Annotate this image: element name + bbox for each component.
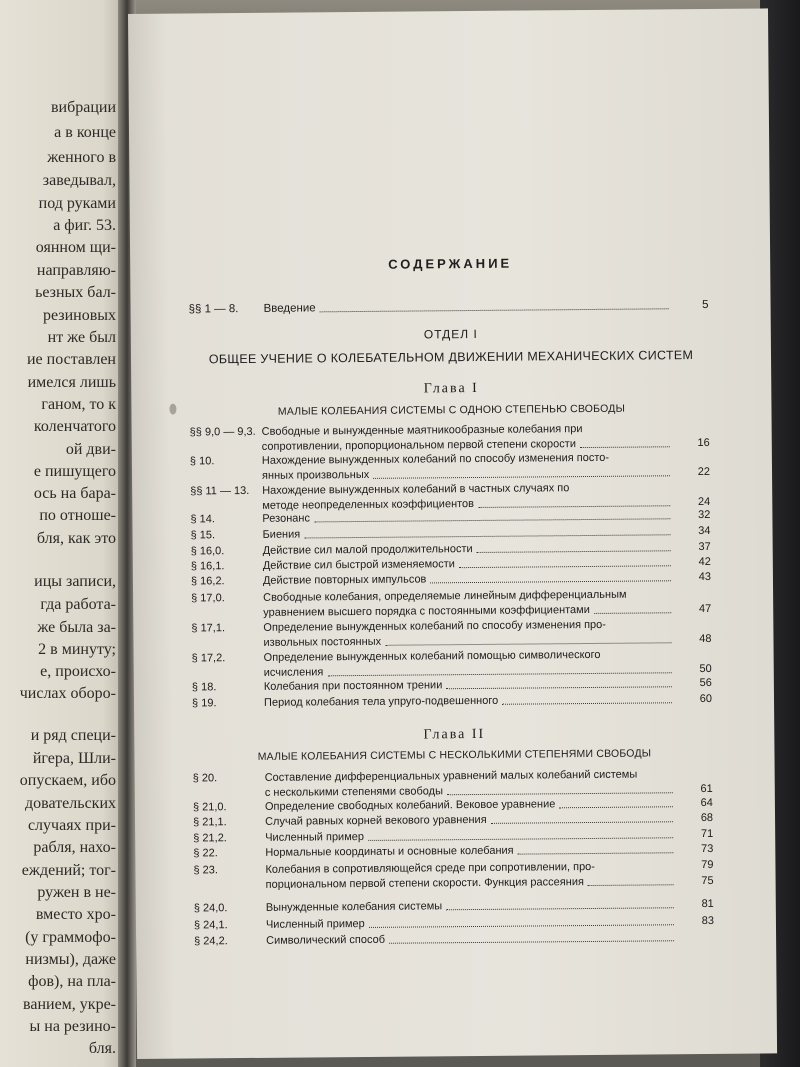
left-page-line: нт же был <box>47 329 116 346</box>
toc-entry-text: Нахождение вынужденных колебаний по способу изменения посто- <box>261 451 610 467</box>
toc-entry-text: Определение вынужденных колебаний по способу изменения про- <box>263 618 606 634</box>
left-page-line: по отноше- <box>39 507 116 524</box>
toc-entry-text: Символический способ <box>266 933 386 947</box>
left-page-line: (у граммофо- <box>25 929 116 946</box>
toc-section-number: § 24,1. <box>193 919 228 932</box>
part-title: ОБЩЕЕ УЧЕНИЕ О КОЛЕБАТЕЛЬНОМ ДВИЖЕНИИ МЕХАНИЧЕСКИХ СИСТЕМ <box>208 348 694 367</box>
left-page-line: направляю- <box>36 262 116 279</box>
left-page-line: ось на бара- <box>33 485 116 502</box>
left-page-line: имелся лишь <box>27 374 116 391</box>
toc-section-number: § 19. <box>191 697 217 710</box>
left-page-line: вибрации <box>50 99 116 116</box>
toc-section-number: § 18. <box>191 681 217 694</box>
toc-entry-text: извольных постоянных <box>263 635 382 649</box>
left-page-line: под руками <box>38 195 116 212</box>
leader-dots <box>314 518 670 522</box>
toc-entry-text: Нахождение вынужденных колебаний в частных случаях по <box>262 482 570 497</box>
left-page-line: резиновых <box>42 307 116 324</box>
toc-entry-text: Резонанс <box>262 512 311 525</box>
toc-page-number: 48 <box>699 632 712 646</box>
leader-dots <box>502 702 672 704</box>
toc-page-number: 75 <box>701 874 714 888</box>
left-page-line: гда работа- <box>40 596 116 613</box>
toc-page-number: 32 <box>698 508 711 522</box>
toc-section-number: § 21,0. <box>192 801 227 814</box>
leader-dots <box>368 837 673 841</box>
left-page-line: ганом, то к <box>41 396 116 413</box>
left-page-line: ой дви- <box>65 441 116 458</box>
left-page-line: коленчатого <box>33 418 116 435</box>
leader-dots <box>373 475 670 479</box>
left-page-line: случаях при- <box>27 817 116 834</box>
part-label: ОТДЕЛ I <box>423 326 478 342</box>
leader-dots <box>389 940 674 943</box>
leader-dots <box>320 308 669 312</box>
left-page-line: женного в <box>47 149 116 166</box>
toc-section-number: § 17,2. <box>191 652 226 665</box>
toc-page-number: 42 <box>698 555 711 569</box>
leader-dots <box>327 672 671 676</box>
toc-entry-text: Действие повторных импульсов <box>262 573 427 587</box>
toc-page-number: 71 <box>700 827 714 841</box>
left-page-line: и ряд специ- <box>30 727 116 744</box>
leader-dots <box>559 806 673 808</box>
toc-section-number: § 16,2. <box>190 575 225 588</box>
leader-dots <box>477 550 671 553</box>
left-page-line: оянном щи- <box>35 239 116 256</box>
toc-entry-text: Численный пример <box>265 917 365 931</box>
toc-page-number: 79 <box>701 858 714 872</box>
left-page-line: ванием, укре- <box>23 996 116 1013</box>
toc-section-number: §§ 1 — 8. <box>188 303 239 316</box>
toc-section-number: § 23. <box>193 864 218 877</box>
toc-entry-text: Колебания при постоянном трении <box>263 679 443 693</box>
toc-entry-text: Численный пример <box>265 830 365 844</box>
toc-section-number: § 16,0. <box>190 545 225 558</box>
left-page-line: е пишущего <box>33 463 116 480</box>
toc-page-number: 60 <box>699 692 713 706</box>
left-page-line: низмы), даже <box>25 951 116 968</box>
toc-entry-text: уравнением высшего порядка с постоянными коэффициентами <box>263 603 590 619</box>
toc-page-number: 83 <box>701 914 714 928</box>
toc-entry-text: исчисления <box>263 666 324 679</box>
chapter-title: МАЛЫЕ КОЛЕБАНИЯ СИСТЕМЫ С НЕСКОЛЬКИМИ СТЕПЕНЯМИ СВОБОДЫ <box>257 747 652 763</box>
toc-section-number: § 22. <box>193 847 218 860</box>
left-page-line: числах оборо- <box>19 685 116 702</box>
leader-dots <box>594 612 671 614</box>
chapter-label: Глава II <box>423 726 486 743</box>
toc-entry-text: Колебания в сопротивляющейся среде при сопротивлении, про- <box>265 860 595 876</box>
toc-entry-text: Нормальные координаты и основные колебания <box>265 844 514 859</box>
page-title: СОДЕРЖАНИЕ <box>388 255 513 272</box>
toc-section-number: § 21,2. <box>193 832 227 845</box>
toc-entry-text: Действие сил быстрой изменяемости <box>262 558 455 572</box>
toc-entry-text: Вынужденные колебания системы <box>265 900 443 914</box>
toc-entry <box>191 617 711 652</box>
leader-dots <box>447 792 673 795</box>
toc-page-number: 73 <box>701 842 714 856</box>
left-page-line: а фиг. 53. <box>53 217 116 234</box>
toc-entry-text: Биения <box>262 528 301 541</box>
left-page-line: ьезных бал- <box>35 284 116 301</box>
toc-page-number: 50 <box>699 662 712 676</box>
toc-entry-intro <box>189 298 709 318</box>
left-page-line: 2 в минуту; <box>38 641 116 658</box>
left-page-line: же была за- <box>37 619 116 636</box>
left-page-line: бля, как это <box>36 530 116 547</box>
toc-entry-text: Введение <box>263 302 316 315</box>
toc-entry-text: Свободные и вынужденные маятникообразные колебания при <box>261 423 583 438</box>
leader-dots <box>385 642 671 645</box>
toc-section-number: § 17,1. <box>191 622 226 635</box>
left-page-line: ружен в не- <box>37 884 116 901</box>
toc-section-number: § 21,1. <box>193 816 227 829</box>
chapter-title: МАЛЫЕ КОЛЕБАНИЯ СИСТЕМЫ С ОДНОЮ СТЕПЕНЬЮ СВОБОДЫ <box>277 402 626 418</box>
toc-page-number: 64 <box>700 796 713 810</box>
toc-page-number: 68 <box>700 811 714 825</box>
leader-dots <box>518 852 674 854</box>
toc-page-number: 16 <box>697 436 710 450</box>
left-page-line: еждений; тог- <box>21 862 116 879</box>
toc-entry <box>192 692 712 712</box>
leader-dots <box>580 446 670 448</box>
leader-dots <box>446 686 672 689</box>
left-page-line: заведывал, <box>42 172 116 189</box>
toc-entry <box>191 570 711 590</box>
left-page-line: довательских <box>25 795 116 812</box>
left-page-line: е, происхо- <box>40 663 116 680</box>
toc-entry <box>190 450 710 485</box>
left-page-line: бля. <box>88 1040 116 1057</box>
toc-page-number: 22 <box>697 465 711 479</box>
toc-entry-text: Свободные колебания, определяемые линейным дифференциальным <box>263 588 627 604</box>
toc-page-number: 5 <box>702 298 709 312</box>
leader-dots <box>491 821 673 824</box>
toc-section-number: §§ 9,0 — 9,3. <box>189 425 256 439</box>
toc-section-number: § 17,0. <box>191 592 225 605</box>
contents-page <box>128 8 777 1059</box>
left-page-line: вместо хро- <box>35 906 116 923</box>
toc-entry-text: Период колебания тела упруго-подвешенного <box>263 694 499 709</box>
toc-entry-text: порциональном первой степени скорости. Функция рассеяния <box>265 876 584 891</box>
leader-dots <box>459 565 671 568</box>
toc-page-number: 34 <box>698 524 711 538</box>
toc-entry-text: янных произвольных <box>261 468 370 482</box>
toc-page-number: 61 <box>700 782 713 796</box>
chapter-label: Глава I <box>423 380 479 397</box>
leader-dots <box>430 580 671 583</box>
toc-section-number: § 24,0. <box>193 902 228 915</box>
toc-page-number: 24 <box>697 495 711 509</box>
toc-entry-text: методе неопределенных коэффициентов <box>262 497 475 512</box>
toc-page-number: 56 <box>699 676 712 690</box>
toc-section-number: § 16,1. <box>190 560 225 573</box>
toc-entry <box>193 842 713 862</box>
leader-dots <box>446 907 674 910</box>
left-page-line: опускаем, ибо <box>19 772 116 789</box>
toc-entry-text: Определение свободных колебаний. Вековое уравнение <box>264 798 556 813</box>
left-page-line: ицы записи, <box>34 573 116 590</box>
toc-section-number: § 14. <box>190 513 215 526</box>
left-page-line: рабля, нахо- <box>33 839 116 856</box>
toc-entry-text: Действие сил малой продолжительности <box>262 543 473 557</box>
toc-entry-text: Определение вынужденных колебаний помощью символического <box>263 648 601 664</box>
toc-entry-text: Случай равных корней векового уравнения <box>265 813 487 828</box>
left-page-line: ие поставлен <box>26 351 116 368</box>
toc-page-number: 81 <box>701 897 714 911</box>
toc-section-number: § 15. <box>190 529 216 542</box>
toc-entry-text: Составление дифференциальных уравнений малых колебаний системы <box>264 768 638 784</box>
toc-section-number: § 24,2. <box>194 935 228 948</box>
toc-page-number: 47 <box>698 602 712 616</box>
toc-entry <box>193 859 713 894</box>
toc-entry <box>194 930 714 950</box>
left-page <box>0 0 128 1067</box>
toc-page-number: 43 <box>698 570 711 584</box>
toc-entry-text: с несколькими степенями свободы <box>264 785 444 799</box>
toc-section-number: § 10. <box>189 455 215 468</box>
left-page-line: ы на резино- <box>29 1018 116 1035</box>
left-page-line: йгера, Шли- <box>32 750 116 767</box>
toc-section-number: §§ 11 — 13. <box>190 484 250 498</box>
leader-dots <box>304 534 670 538</box>
left-page-line: фов), на пла- <box>28 973 116 990</box>
toc-section-number: § 20. <box>192 772 218 785</box>
toc-entry <box>191 587 711 622</box>
leader-dots <box>588 884 674 886</box>
leader-dots <box>369 924 674 928</box>
toc-entry-text: сопротивлении, пропорциональном первой степени скорости <box>261 438 576 453</box>
left-page-line: а в конце <box>54 124 116 141</box>
toc-page-number: 37 <box>698 540 711 554</box>
toc-entry <box>194 897 714 917</box>
